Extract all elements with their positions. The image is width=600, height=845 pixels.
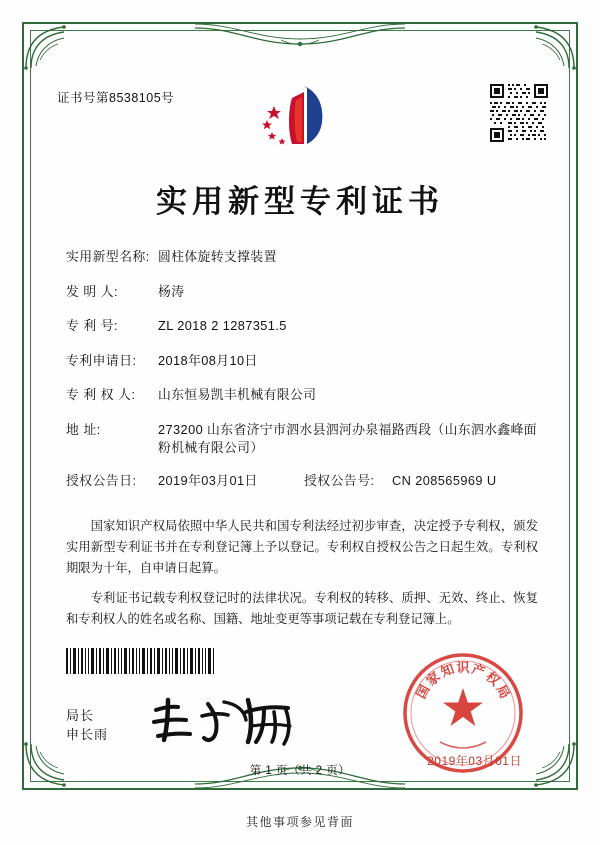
- field-value: 2018年08月10日: [158, 352, 258, 368]
- paragraph-1: 国家知识产权局依照中华人民共和国专利法经过初步审查，决定授予专利权，颁发实用新型专利证书并在专利登记簿上予以登记。专利权自授权公告之日起生效。专利权期限为十年，自申请日起算。: [66, 519, 538, 575]
- barcode-icon: [66, 648, 214, 674]
- svg-text:国: 国: [414, 682, 434, 702]
- field-list: [66, 248, 538, 490]
- certificate-number: 证书号第8538105号: [57, 91, 175, 105]
- signature-title: 局长: [66, 708, 95, 723]
- handwritten-signature-icon: [148, 694, 308, 748]
- patent-office-logo-icon: [252, 80, 348, 152]
- grant-number-group: [304, 472, 538, 490]
- svg-text:家: 家: [423, 669, 444, 690]
- svg-text:局: 局: [492, 682, 512, 702]
- svg-text:权: 权: [482, 669, 503, 690]
- paragraph-2: 专利证书记载专利权登记时的法律状况。专利权的转移、质押、无效、终止、恢复和专利权人的姓名或名称、国籍、地址变更等事项记载在专利登记簿上。: [66, 591, 538, 626]
- field-row-patentee: [66, 386, 538, 404]
- top-flourish-icon: [195, 22, 405, 48]
- field-label: 专 利 号:: [66, 318, 119, 333]
- svg-text:识: 识: [456, 661, 470, 676]
- grant-date-group: [66, 472, 304, 490]
- signature-block: [66, 706, 108, 744]
- page-number: 第 1 页（共 2 页）: [249, 765, 351, 777]
- field-value: 2019年03月01日: [158, 472, 258, 488]
- field-label: 实用新型名称:: [66, 249, 150, 264]
- field-row-inventor: [66, 283, 538, 301]
- field-value: 山东恒易凯丰机械有限公司: [158, 387, 317, 402]
- legal-text: [66, 516, 538, 639]
- field-value: 273200 山东省济宁市泗水县泗河办泉福路西段（山东泗水鑫峰面粉机械有限公司）: [158, 421, 537, 455]
- field-value: 圆柱体旋转支撑装置: [158, 249, 277, 264]
- field-row-address: [66, 421, 538, 457]
- qr-code-icon: [490, 84, 548, 142]
- field-row-grant: [66, 472, 538, 490]
- field-label: 授权公告号:: [304, 472, 375, 488]
- field-label: 授权公告日:: [66, 472, 137, 488]
- field-label: 专利申请日:: [66, 352, 137, 368]
- page-title: 实用新型专利证书: [156, 184, 444, 220]
- corner-ornament-icon: [24, 24, 82, 70]
- seal-date: 2019年03月01日: [427, 754, 522, 768]
- corner-ornament-icon: [518, 24, 576, 70]
- svg-text:产: 产: [469, 661, 487, 681]
- field-row-patent-number: [66, 317, 538, 335]
- field-row-application-date: [66, 352, 538, 370]
- svg-text:知: 知: [439, 661, 457, 681]
- field-label: 地 址:: [66, 421, 101, 437]
- field-label: 发 明 人:: [66, 283, 119, 299]
- field-value: 杨涛: [158, 283, 185, 299]
- field-label: 专 利 权 人:: [66, 387, 136, 402]
- signature-name: 申长雨: [66, 727, 109, 742]
- footer-note: 其他事项参见背面: [245, 815, 354, 829]
- field-row-name: [66, 248, 538, 266]
- field-value: CN 208565969 U: [392, 472, 497, 488]
- field-value: ZL 2018 2 1287351.5: [158, 318, 287, 333]
